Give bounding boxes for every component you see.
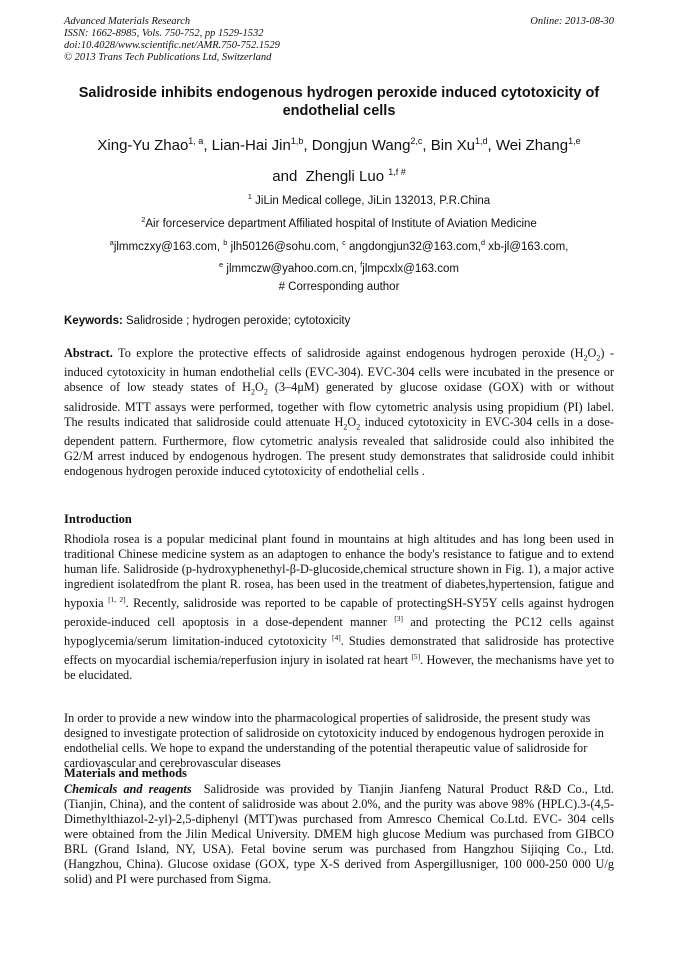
abstract-paragraph: [64, 346, 614, 479]
author-name: Lian-Hai Jin: [211, 137, 291, 154]
abstract-text: To explore the protective effects of salidroside against endogenous hydrogen peroxide (H: [118, 346, 584, 360]
citation[interactable]: [5]: [411, 652, 421, 662]
email-link[interactable]: jlh50126@sohu.com,: [230, 240, 339, 253]
copyright-line: © 2013 Trans Tech Publications Ltd, Switzerland: [64, 52, 272, 63]
subscript: 2: [596, 353, 601, 363]
corresponding-author: # Corresponding author: [278, 281, 400, 293]
email-line-1: [30, 236, 648, 254]
intro-text: . Studies demonstrated that salidroside has protective effects on myocardial ischemia/reperfusion injury in isolated rat heart: [64, 634, 615, 668]
affiliation-sup: 1: [247, 192, 252, 201]
subscript: 2: [343, 422, 348, 432]
introduction-paragraph-2: In order to provide a new window into the pharmacological properties of salidroside, the present study was designed to investigate protection of salidroside on cytotoxicity induced by endogenous hydrogen peroxide in endothelial cells. We hope to expand the understanding of the potential therapeutic value of salidroside for cardiovascular and cerebrovascular diseases: [64, 711, 604, 770]
email-line-2: [30, 258, 648, 276]
abstract-text: O: [254, 380, 264, 395]
intro-text: and protecting the PC12 cells against hypoglycemia/serum limitation-induced cytotoxicity: [64, 615, 614, 649]
online-date: Online: 2013-08-30: [530, 16, 614, 27]
author-sup: 2,c: [410, 136, 423, 146]
subscript: 2: [263, 387, 268, 397]
introduction-heading: Introduction: [64, 512, 132, 526]
author-sup: 1,d: [474, 136, 488, 146]
abstract-text: ) -induced cytotoxicity in human endothelial cells (EVC-304). EVC-304 cells were incubated in the presence or absence of low steady states of H: [64, 346, 615, 395]
methods-text: Salidroside was provided by Tianjin Jianfeng Natural Product R&D Co., Ltd. (Tianjin, China), and the content of salidroside was about 2.0%, and the purity was above 98% (HPLC).3-(4,5-Dimethylthiazol-2-yl)-2,5-diphenyl (MTT)was purchased from Amresco Chemical Co.Ltd. EVC- 304 cells were obtained from the Jilin Medical University. DMEM high glucose Medium was purchased from GIBCO BRL (Grand Island, NY, USA). Fetal bovine serum was purchased from Hangzhou Sijiqing Co., Ltd. (Hangzhou, China). Glucose oxidase (GOX, type X-S derived from Aspergillusniger, 100 000-250 000 U/g solid) and PI were purchased from Sigma.: [64, 782, 614, 886]
email-sup: d: [480, 238, 486, 247]
intro-text: . Recently, salidroside was reported to be capable of protectingSH-SY5Y cells against hydrogen peroxide-induced cell apoptosis in a dose-dependent manner: [64, 596, 615, 630]
methods-paragraph: [64, 782, 614, 887]
abstract-text: induced cytotoxicity in EVC-304 cells in a dose-dependent pattern. Furthermore, flow cytometric analysis revealed that salidroside could also inhibited the G2/M arrest induced by endogenous hydrogen. The present study demonstrates that salidroside could inhibit endogenous hydrogen peroxide induced cytotoxicity of endothelial cells .: [64, 414, 615, 479]
affiliation-1: [60, 190, 678, 208]
author-name: Xing-Yu Zhao: [97, 137, 189, 154]
methods-heading: Materials and methods: [64, 766, 187, 780]
email-sup: e: [219, 260, 224, 269]
subscript: 2: [583, 353, 588, 363]
methods-subheading: Chemicals and reagents: [64, 782, 192, 796]
keywords: [64, 315, 350, 327]
abstract-text: O: [587, 346, 597, 360]
journal-header: [64, 16, 280, 64]
keywords-label: Keywords:: [64, 315, 123, 327]
author-name: Bin Xu: [430, 137, 475, 154]
citation[interactable]: [3]: [394, 614, 403, 624]
email-sup: f: [360, 260, 363, 269]
email-link[interactable]: jlmmczxy@163.com,: [113, 240, 221, 253]
author-sup: 1,f #: [388, 167, 406, 177]
abstract-text: (3–4μM) generated by glucose oxidase (GOX) with or without salidroside. MTT assays were performed, together with flow cytometric analysis using propidium (PI) label. The results indicated that salidroside could attenuate H: [64, 380, 614, 429]
author-sup: 1,e: [568, 136, 581, 146]
journal-name: Advanced Materials Research: [64, 16, 191, 27]
intro-text: . However, the mechanisms have yet to be elucidated.: [64, 653, 615, 683]
author-line-2: [30, 163, 648, 186]
affiliation-text: JiLin Medical college, JiLin 132013, P.R.China: [255, 194, 491, 207]
author-name: Zhengli Luo: [305, 168, 385, 185]
authors-and: and: [272, 168, 298, 185]
keywords-text: Salidroside ; hydrogen peroxide; cytotoxicity: [126, 315, 351, 327]
email-sup: a: [109, 238, 114, 247]
citation[interactable]: [1, 2]: [108, 595, 126, 604]
email-sup: b: [223, 238, 228, 247]
doi-line: doi:10.4028/www.scientific.net/AMR.750-752.1529: [64, 40, 280, 51]
abstract-label: Abstract.: [64, 346, 113, 360]
email-sup: c: [342, 238, 346, 247]
affiliation-2: [30, 213, 648, 231]
author-name: Wei Zhang: [495, 137, 569, 154]
issn-line: ISSN: 1662-8985, Vols. 750-752, pp 1529-1532: [64, 28, 264, 39]
author-name: Dongjun Wang: [311, 137, 411, 154]
affiliation-sup: 2: [141, 215, 146, 224]
paper-title: Salidroside inhibits endogenous hydrogen peroxide induced cytotoxicity of endothelial cells: [78, 85, 600, 119]
intro-text: Rhodiola rosea is a popular medicinal plant found in mountains at high altitudes and has long been used in traditional Chinese medicine system as an adaptogen to enhance the body's resistance to fatigue and to extend human life. Salidroside (p-hydroxyphenethyl-β-D-glucoside,chemical structure shown in Fig. 1), a major active ingredient isolatedfrom the plant R. rosea, has been used in the treatment of diabetes,hypertension, fatigue and hypoxia: [64, 532, 614, 611]
abstract-text: O: [347, 414, 357, 429]
author-line-1: Xing-Yu Zhao$^{1, a}$, Lian-Hai Jin$^{1,b}$, Dongjun Wang$^{2,c}$, Bin Xu$^{1,d}$, Wei Zhang$^{1,e}$: [97, 136, 581, 154]
author-sup: 1, a: [188, 136, 204, 146]
email-link[interactable]: xb-jl@163.com,: [488, 240, 569, 253]
email-link[interactable]: jlmpcxlx@163.com: [362, 262, 459, 275]
citation[interactable]: [4]: [331, 633, 341, 643]
email-link[interactable]: angdongjun32@163.com,: [349, 240, 481, 253]
affiliation-text: Air forceservice department Affiliated hospital of Institute of Aviation Medicine: [145, 217, 537, 230]
email-link[interactable]: jlmmczw@yahoo.com.cn,: [226, 262, 357, 275]
introduction-paragraph-1: [64, 532, 614, 683]
subscript: 2: [250, 387, 255, 397]
subscript: 2: [356, 422, 361, 432]
author-sup: 1,b: [290, 136, 304, 146]
